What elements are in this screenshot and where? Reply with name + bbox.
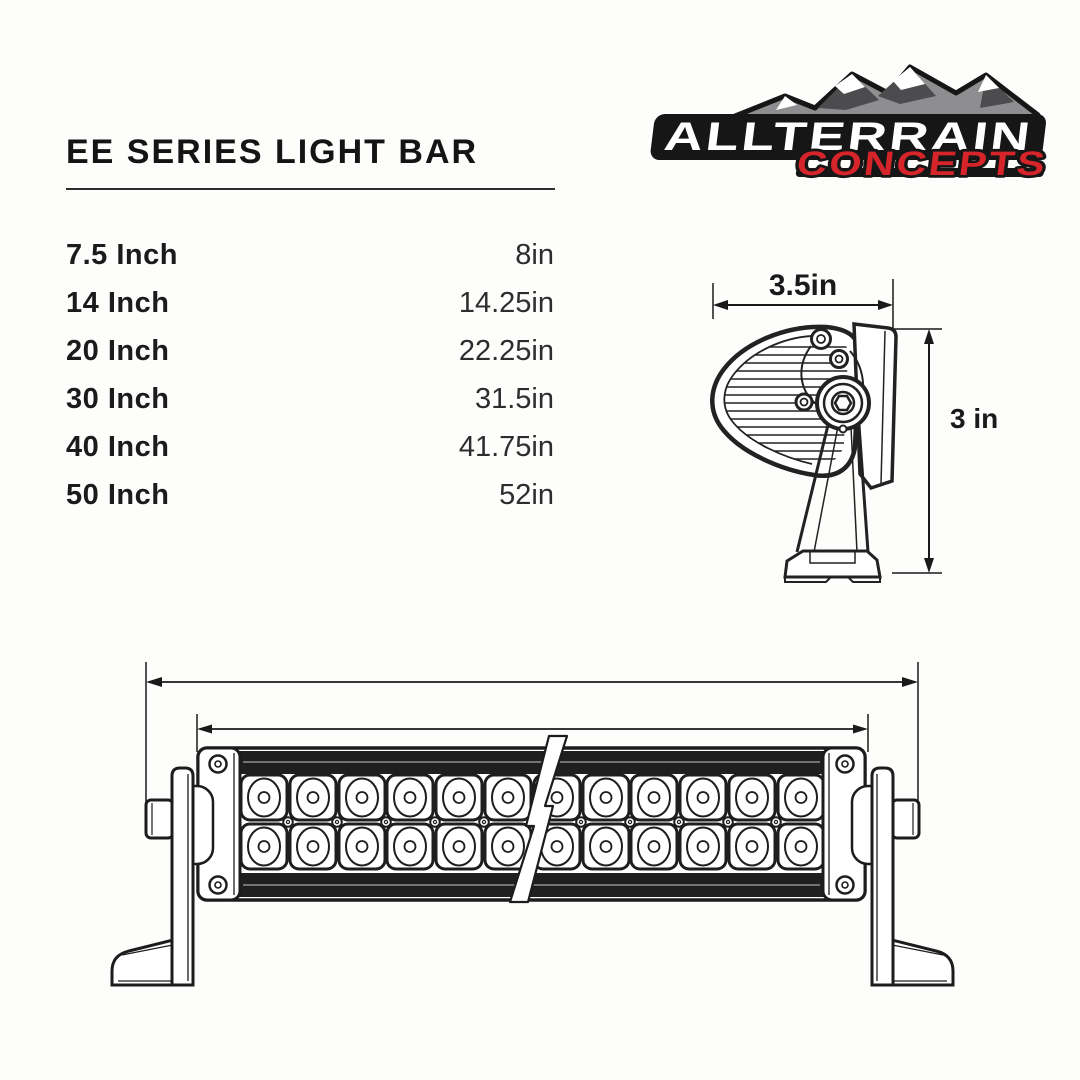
size-value: 31.5in	[474, 382, 554, 415]
size-label: 40 Inch	[66, 430, 170, 463]
size-value: 8in	[515, 238, 554, 271]
brand-sub-band	[795, 145, 1050, 183]
brand-name-top: ALLTERRAIN	[661, 114, 940, 159]
size-label: 30 Inch	[66, 382, 170, 415]
front-view-drawing	[100, 640, 980, 1020]
right-mount-bracket	[852, 768, 953, 985]
size-label: 14 Inch	[66, 286, 170, 319]
size-label: 20 Inch	[66, 334, 170, 367]
bar-housing	[198, 736, 865, 902]
size-row	[66, 423, 554, 471]
side-height-label: 3 in	[950, 403, 999, 434]
size-row	[66, 471, 554, 519]
page-title: EE SERIES LIGHT BAR	[66, 133, 479, 171]
size-row	[66, 327, 554, 375]
size-row	[66, 231, 554, 279]
size-value: 22.25in	[458, 334, 554, 367]
brand-name-bottom: CONCEPTS	[794, 145, 1005, 183]
size-table	[66, 231, 554, 519]
size-row	[66, 279, 554, 327]
side-width-dimension	[713, 269, 893, 329]
side-view-drawing	[690, 255, 1010, 605]
size-label: 7.5 Inch	[66, 238, 178, 271]
side-height-dimension	[886, 329, 998, 573]
size-value: 41.75in	[458, 430, 554, 463]
brand-logo	[638, 58, 1050, 186]
size-value: 14.25in	[458, 286, 554, 319]
title-underline	[66, 188, 555, 190]
size-row	[66, 375, 554, 423]
side-width-label: 3.5in	[768, 269, 838, 302]
size-label: 50 Inch	[66, 478, 170, 511]
size-value: 52in	[499, 478, 554, 511]
